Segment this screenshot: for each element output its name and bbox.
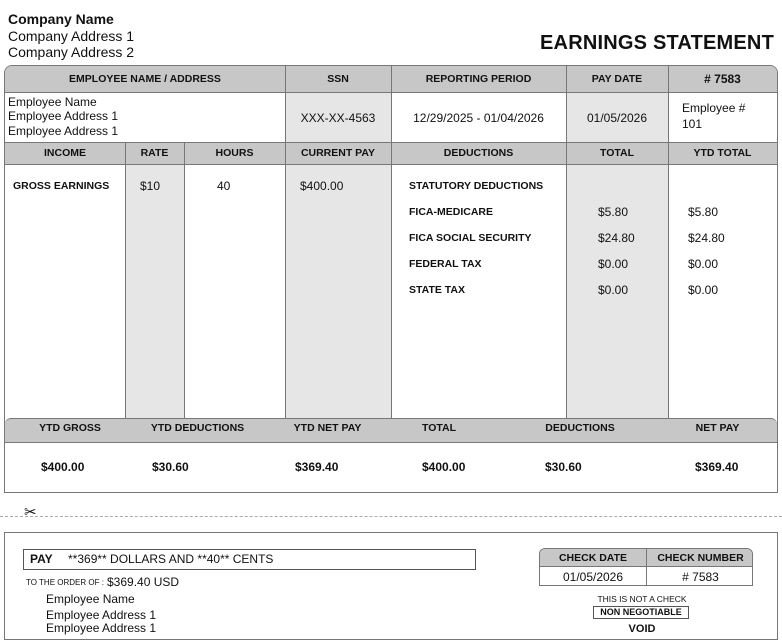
pay-line: [23, 549, 476, 570]
net-pay-value: $369.40: [695, 460, 739, 474]
divider: [668, 66, 669, 418]
payee-address-1: Employee Address 1: [46, 608, 157, 622]
divider: [184, 142, 185, 418]
header-ytd-total: YTD TOTAL: [693, 147, 752, 159]
earnings-statement: [4, 65, 778, 493]
header-ytd-gross: YTD GROSS: [39, 422, 101, 434]
pay-label: PAY: [30, 552, 53, 566]
void-label: VOID: [628, 623, 656, 635]
divider: [285, 66, 286, 418]
header-ytd-net: YTD NET PAY: [293, 422, 362, 434]
ytd-gross-value: $400.00: [41, 460, 85, 474]
header-summary-deductions: DEDUCTIONS: [545, 422, 615, 434]
header-pay-date: PAY DATE: [591, 73, 643, 85]
deduction-total: $5.80: [598, 205, 629, 219]
scissors-icon: ✂: [24, 504, 37, 521]
cut-line: [0, 516, 782, 517]
company-address-1: Company Address 1: [8, 28, 135, 44]
not-a-check-notice: THIS IS NOT A CHECK: [597, 594, 687, 604]
deduction-ytd: $5.80: [688, 205, 719, 219]
divider: [125, 142, 126, 418]
rate-value: $10: [140, 179, 161, 193]
ytd-deductions-value: $30.60: [152, 460, 189, 474]
check-number: # 7583: [682, 570, 719, 584]
header-net-pay: NET PAY: [695, 422, 740, 434]
company-name: Company Name: [8, 11, 114, 27]
deduction-total: $0.00: [598, 283, 629, 297]
check-date: 01/05/2026: [562, 570, 624, 584]
header-ssn: SSN: [327, 73, 349, 85]
header-employee: EMPLOYEE NAME / ADDRESS: [69, 73, 221, 85]
statement-title: EARNINGS STATEMENT: [540, 32, 774, 54]
deduction-total: $24.80: [598, 231, 635, 245]
company-address-2: Company Address 2: [8, 44, 135, 60]
gross-earnings-label: GROSS EARNINGS: [13, 180, 110, 192]
employee-name: Employee Name: [8, 95, 97, 109]
header-period: REPORTING PERIOD: [425, 73, 532, 85]
header-deductions: DEDUCTIONS: [443, 147, 514, 159]
period-value: 12/29/2025 - 01/04/2026: [413, 111, 544, 125]
header-total: TOTAL: [599, 147, 635, 159]
deduction-ytd: $0.00: [688, 283, 719, 297]
deduction-ytd: $24.80: [688, 231, 725, 245]
employee-number: 101: [682, 117, 703, 131]
current-pay-value: $400.00: [300, 179, 344, 193]
header-current-pay: CURRENT PAY: [300, 147, 376, 159]
divider: [566, 66, 567, 418]
check-amount: $369.40 USD: [107, 575, 180, 589]
non-negotiable-badge: NON NEGOTIABLE: [593, 606, 689, 619]
deduction-name: FICA-MEDICARE: [409, 206, 493, 218]
deduction-name: FICA SOCIAL SECURITY: [409, 232, 532, 244]
check-info-table: [539, 548, 753, 586]
header-summary-total: TOTAL: [421, 422, 457, 434]
deduction-ytd: $0.00: [688, 257, 719, 271]
rate-shade: [125, 164, 184, 418]
summary-total-value: $400.00: [422, 460, 466, 474]
header-ytd-deductions: YTD DEDUCTIONS: [150, 422, 245, 434]
statutory-deductions-title: STATUTORY DEDUCTIONS: [409, 180, 544, 192]
deduction-name: FEDERAL TAX: [409, 258, 482, 270]
deduction-total: $0.00: [598, 257, 629, 271]
divider: [391, 66, 392, 418]
header-hours: HOURS: [215, 147, 254, 159]
order-of-label: TO THE ORDER OF :: [26, 578, 104, 587]
statement-number: # 7583: [704, 72, 741, 86]
pay-date-value: 01/05/2026: [586, 111, 648, 125]
employee-address-2: Employee Address 1: [8, 124, 119, 138]
payee-name: Employee Name: [46, 592, 135, 606]
employee-address-1: Employee Address 1: [8, 109, 119, 123]
header-income: INCOME: [44, 147, 86, 159]
check-stub: [4, 532, 778, 640]
check-number-label: CHECK NUMBER: [657, 552, 744, 564]
payee-address-2: Employee Address 1: [46, 621, 157, 635]
pay-amount-words: **369** DOLLARS AND **40** CENTS: [68, 552, 274, 566]
current-shade: [285, 164, 391, 418]
header-rate: RATE: [140, 147, 169, 159]
deduction-name: STATE TAX: [409, 284, 465, 296]
employee-number-label: Employee #: [682, 101, 746, 115]
check-date-label: CHECK DATE: [558, 552, 628, 564]
ssn-value: XXX-XX-4563: [300, 111, 376, 125]
hours-value: 40: [217, 179, 231, 193]
ytd-net-value: $369.40: [295, 460, 339, 474]
summary-deductions-value: $30.60: [545, 460, 582, 474]
